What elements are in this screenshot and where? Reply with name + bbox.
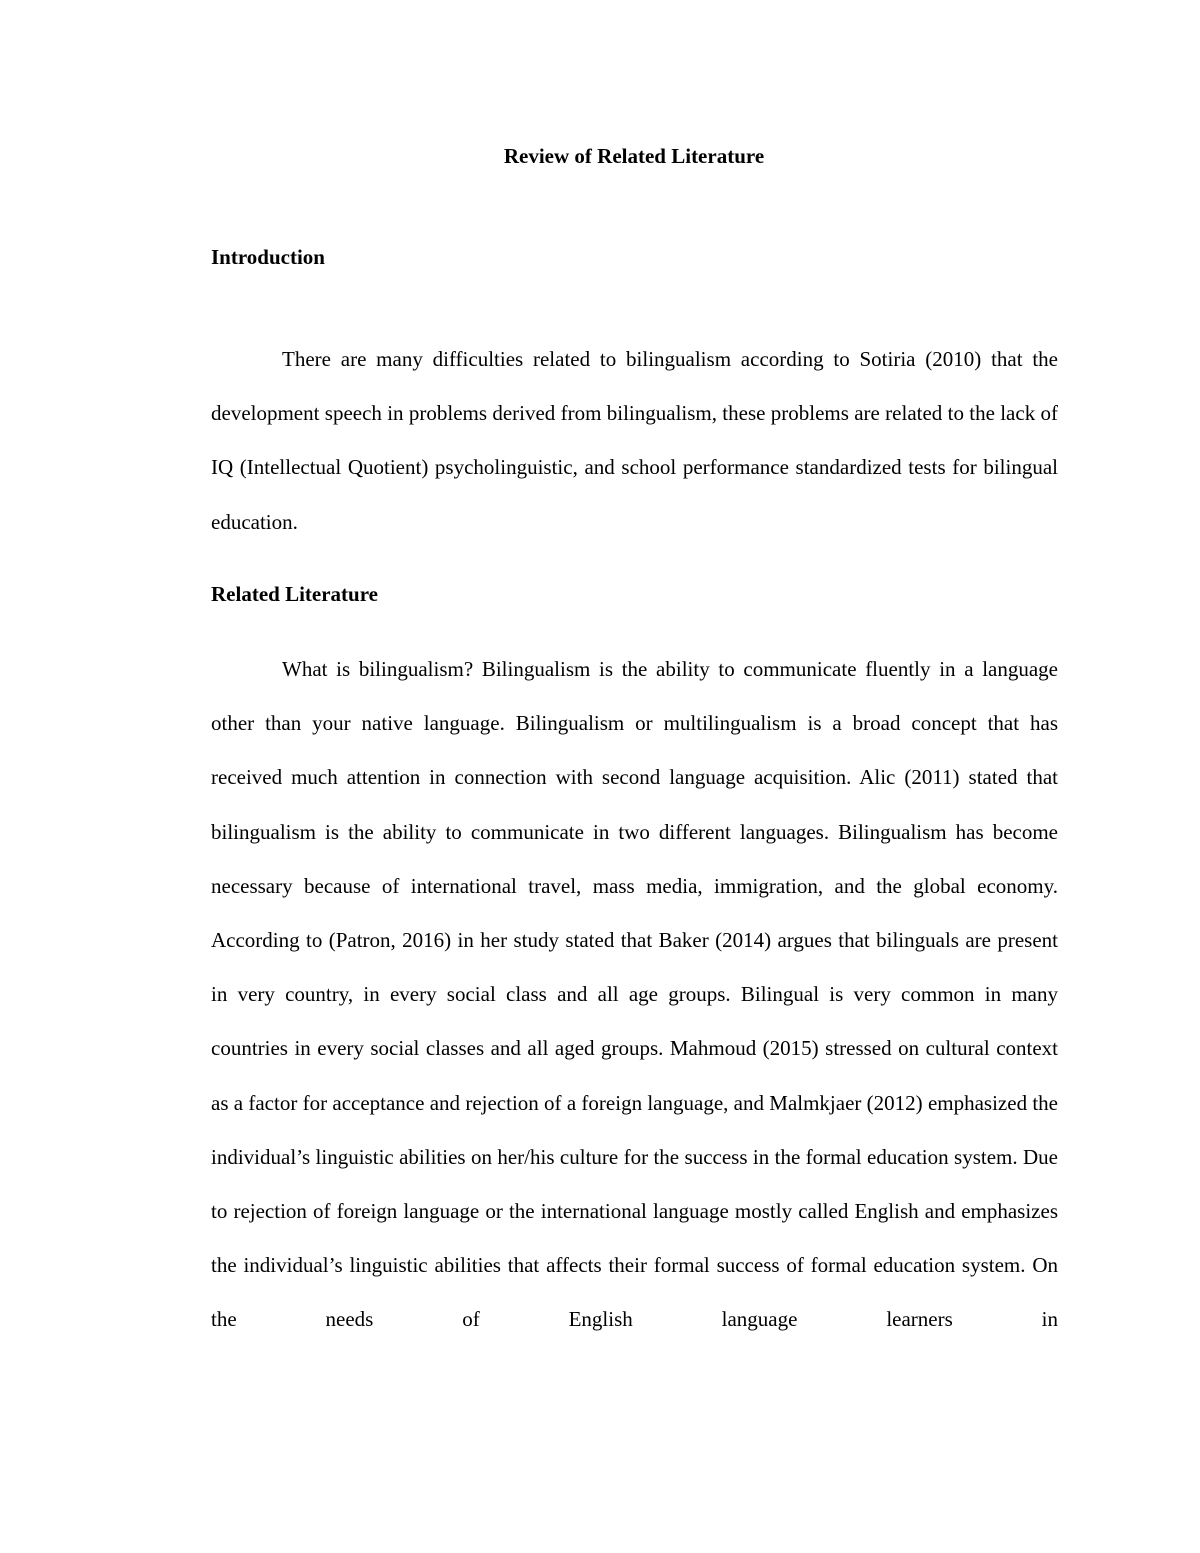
- related-literature-paragraph: What is bilingualism? Bilingualism is the ability to communicate fluently in a language other than your native language. Bilingualism or multilingualism is a broad concept that has received much attention in connection with second language acquisition. Alic (2011) stated that bilingualism is the ability to communicate in two different languages. Bilingualism has become necessary because of international travel, mass media, immigration, and the global economy. According to (Patron, 2016) in her study stated that Baker (2014) argues that bilinguals are present in very country, in every social class and all age groups. Bilingual is very common in many countries in every social classes and all aged groups. Mahmoud (2015) stressed on cultural context as a factor for acceptance and rejection of a foreign language, and Malmkjaer (2012) emphasized the individual’s linguistic abilities on her/his culture for the success in the formal education system. Due to rejection of foreign language or the international language mostly called English and emphasizes the individual’s linguistic abilities that affects their formal success of formal education system. On the needs of English language learners in: [211, 657, 1058, 1332]
- section-heading-introduction: Introduction: [211, 245, 325, 269]
- document-title: Review of Related Literature: [503, 144, 765, 168]
- section-heading-related-literature: Related Literature: [211, 582, 378, 606]
- introduction-paragraph: There are many difficulties related to bilingualism according to Sotiria (2010) that the development speech in problems derived from bilingualism, these problems are related to the lack of IQ (Intellectual Quotient) psycholinguistic, and school performance standardized tests for bilingual education.: [211, 347, 1058, 534]
